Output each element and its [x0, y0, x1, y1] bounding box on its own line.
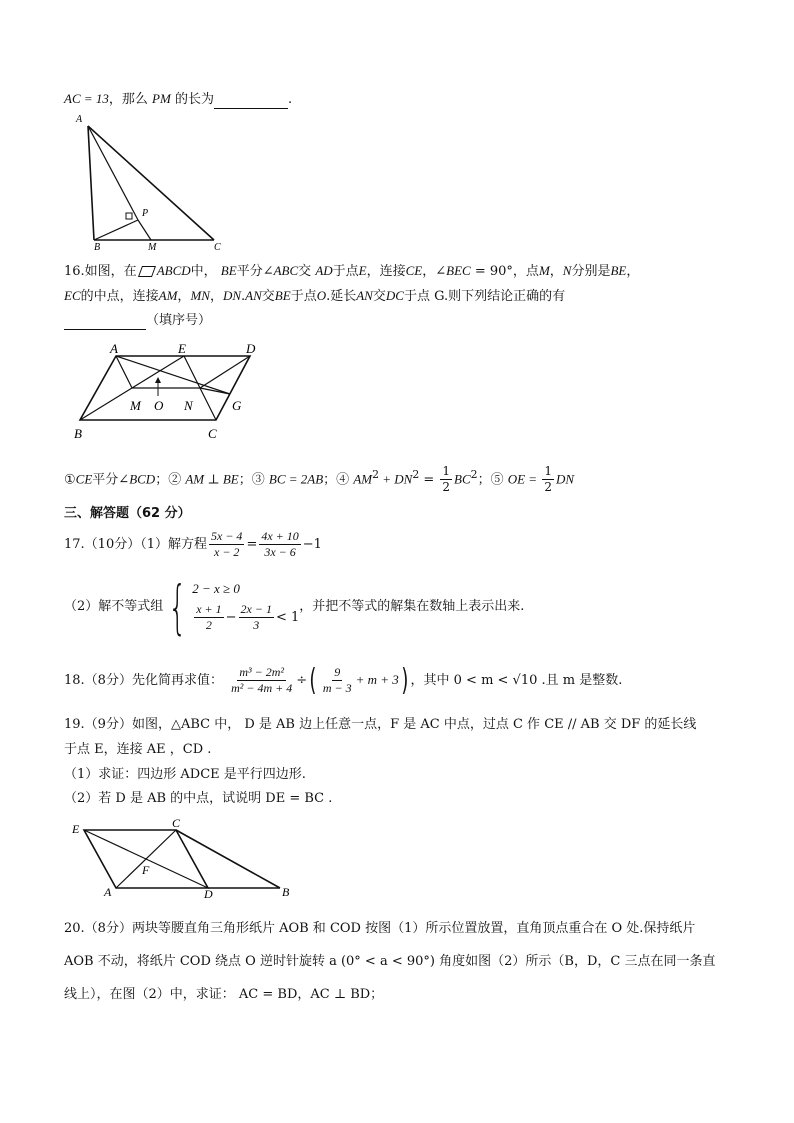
q16-t2: 中，: [190, 264, 217, 279]
q18-frac1: $\frac{\text{m³ − 2m²}}{\text{m² − 4m + 4}}$: [231, 665, 293, 695]
q16-opt5-rhs: DN: [555, 471, 575, 487]
q16-t17: N: [562, 263, 572, 278]
q16-t8: 于点: [332, 264, 359, 279]
q16-opt4-am: AM: [353, 471, 373, 487]
q16-opt2-text: AM ⊥ BE: [185, 471, 239, 487]
q15-label-a: A: [76, 114, 83, 125]
q18-frac2: $\frac{9}{m - 3}$: [322, 665, 352, 695]
q16-t3: BE: [220, 263, 237, 278]
q16-u6: DN: [222, 288, 242, 303]
q16-u0: EC: [64, 288, 81, 303]
q16-opt5-num: ；⑤: [477, 472, 504, 488]
q16-opt1-b: 平分∠: [92, 472, 130, 488]
q16-answer-blank[interactable]: [64, 329, 146, 330]
q16-figure: [70, 344, 270, 444]
q16-opt4-dn: + DN: [379, 471, 413, 487]
q16-line3: [64, 312, 211, 330]
q16-u14: AN: [356, 288, 373, 303]
q16-u17: 于点 G.则下列结论正确的有: [403, 289, 566, 304]
q15-answer-blank[interactable]: [214, 108, 288, 109]
q15-pm: PM: [152, 91, 171, 106]
q17-frac1: $\frac{5x - 4}{x - 2}$: [211, 529, 243, 559]
q16-label-c: C: [208, 426, 217, 441]
q16-t0: 16.如图，在: [64, 264, 137, 279]
q16-label-e: E: [178, 344, 186, 356]
q16-t7: AD: [315, 263, 333, 278]
q19-line3: （1）求证：四边形 ADCE 是平行四边形.: [64, 767, 306, 782]
q17-p2-tail: ，并把不等式的解集在数轴上表示出来.: [299, 599, 525, 614]
q15-figure: [64, 112, 239, 252]
q16-u3: ，: [177, 289, 191, 304]
q16-opt1-a: CE: [75, 471, 93, 487]
q16-opt4-num: ；④: [323, 472, 350, 488]
q16-opt4-eq: =: [419, 472, 439, 488]
q16-t19: BE: [610, 263, 627, 278]
q16-opt1-num: ①: [64, 472, 76, 488]
system-brace: {: [168, 572, 187, 641]
q16-label-n: N: [184, 398, 193, 413]
q19-line4: （2）若 D 是 AB 的中点，试说明 DE = BC .: [64, 791, 333, 806]
q15-ac-expr: AC = 13: [64, 91, 109, 106]
q19-line2: 于点 E，连接 AE ，CD .: [64, 742, 212, 757]
q17-tail: −1: [302, 537, 322, 552]
q16-options: ①CE平分∠BCD；② AM ⊥ BE；③ BC = 2AB；④ $AM^2 + DN^2$ = $\frac{1}{2}$ $BC^2$；⑤ OE = $\frac{1}{2}$ DN: [64, 464, 575, 495]
q18-plus: + m + 3: [355, 672, 399, 687]
q18-div: ÷: [296, 673, 308, 688]
q16-u8: AN: [245, 288, 262, 303]
q17-system: [192, 580, 299, 634]
q19-figure: [68, 816, 298, 898]
q16-u5: ，: [209, 289, 223, 304]
q15-label-b: B: [94, 242, 101, 252]
q16-label-a: A: [110, 344, 118, 356]
q20-line3: 线上），在图（2）中，求证： AC = BD，AC ⊥ BD；: [64, 987, 384, 1002]
q20-line1: 20.（8分）两块等腰直角三角形纸片 AOB 和 COD 按图（1）所示位置放置，直角顶点重合在 O 处.保持纸片: [64, 921, 696, 936]
q16-t10: ，连接: [366, 264, 406, 279]
q17-sys1: 2 − x ≥ 0: [192, 580, 240, 596]
q16-opt5-lhs: OE =: [507, 471, 541, 487]
q15-line: [64, 90, 292, 109]
q16-t1: ABCD: [156, 263, 191, 278]
q16-t13: BEC: [446, 263, 471, 278]
q16-t16: ，: [549, 264, 563, 279]
q16-opt5-frac: $\frac{1}{2}$: [544, 464, 552, 495]
q16-t4: 平分∠: [236, 264, 274, 279]
q16-u1: 的中点，连接: [80, 289, 159, 304]
q16-t12: ，∠: [422, 264, 447, 279]
q15-label-p: P: [142, 208, 149, 219]
q16-label-o: O: [154, 398, 164, 413]
q16-t15: M: [538, 263, 550, 278]
q16-u4: MN: [190, 288, 210, 303]
q18-rparen: ): [401, 662, 409, 698]
q17-part2: [64, 574, 524, 640]
q16-label-m: M: [130, 398, 141, 413]
q16-suffix: （填序号）: [146, 313, 212, 328]
q19-label-c: C: [172, 816, 181, 830]
q19-label-b: B: [282, 885, 290, 898]
q17-part1: [64, 528, 322, 562]
q17-frac2: $\frac{4x + 10}{3x - 6}$: [261, 529, 299, 559]
q16-u2: AM: [158, 288, 178, 303]
q16-line1: [64, 262, 639, 281]
q19-line1: 19.（9分）如图，△ABC 中， D 是 AB 边上任意一点，F 是 AC 中点，过点 C 作 CE // AB 交 DF 的延长线: [64, 717, 697, 732]
section3-heading: 三、解答题（62 分）: [64, 506, 191, 521]
q16-u15: 交: [372, 289, 386, 304]
q19-label-a: A: [104, 885, 112, 898]
q16-u9: 交: [261, 289, 275, 304]
q16-opt4-frac: $\frac{1}{2}$: [442, 464, 451, 495]
q16-t11: CE: [405, 263, 423, 278]
q16-line2: [64, 287, 565, 306]
q17-label: 17.（10分）（1）解方程: [64, 537, 207, 552]
q18-lparen: (: [309, 662, 317, 698]
q15-label-c: C: [214, 242, 221, 252]
q19-label-e: E: [72, 822, 80, 836]
q15-period: .: [287, 92, 293, 107]
q16-label-d: D: [246, 344, 256, 356]
q15-label-m: M: [148, 242, 157, 252]
q16-u12: O: [316, 288, 327, 303]
q16-u16: DC: [385, 288, 404, 303]
q19-label-d: D: [204, 887, 213, 898]
q16-opt1-c: BCD: [129, 471, 156, 487]
q16-label-g: G: [232, 398, 242, 413]
q16-opt2-num: ；②: [155, 472, 182, 488]
q18-label: 18.（8分）先化简再求值：: [64, 673, 223, 688]
q16-t18: 分别是: [571, 264, 611, 279]
q16-label-b: B: [74, 426, 82, 441]
q17-sys2: $\frac{x + 1}{2}$ − $\frac{2x - 1}{3}$ < 1: [196, 601, 300, 632]
q19-label-f: F: [142, 863, 150, 877]
q16-t9: E: [358, 263, 367, 278]
q20-line2: AOB 不动，将纸片 COD 绕点 O 逆时针旋转 a (0° < a < 90°) 角度如图（2）所示（B，D，C 三点在同一条直: [64, 954, 716, 969]
q15-text-end: 的长为: [174, 92, 214, 107]
q16-u13: .延长: [326, 289, 357, 304]
q16-u10: BE: [274, 288, 291, 303]
q15-text: ，那么: [108, 92, 148, 107]
q18-tail: ，其中 0 < m < √10 .且 m 是整数.: [410, 673, 623, 688]
q16-t5: ABC: [273, 263, 299, 278]
q16-opt3-text: BC = 2AB: [268, 471, 324, 487]
q17-eq: =: [246, 537, 258, 552]
q16-t6: 交: [298, 264, 312, 279]
q16-u7: .: [241, 289, 246, 304]
q16-t20: ，: [626, 264, 640, 279]
q17-p2-label: （2）解不等式组: [64, 599, 164, 614]
q16-u11: 于点: [290, 289, 317, 304]
q16-opt4-bc: BC: [454, 471, 471, 487]
q16-opt3-num: ；③: [238, 472, 265, 488]
parallelogram-icon: [138, 266, 156, 277]
q18: [64, 660, 622, 701]
q16-t14: = 90°，点: [470, 264, 539, 279]
